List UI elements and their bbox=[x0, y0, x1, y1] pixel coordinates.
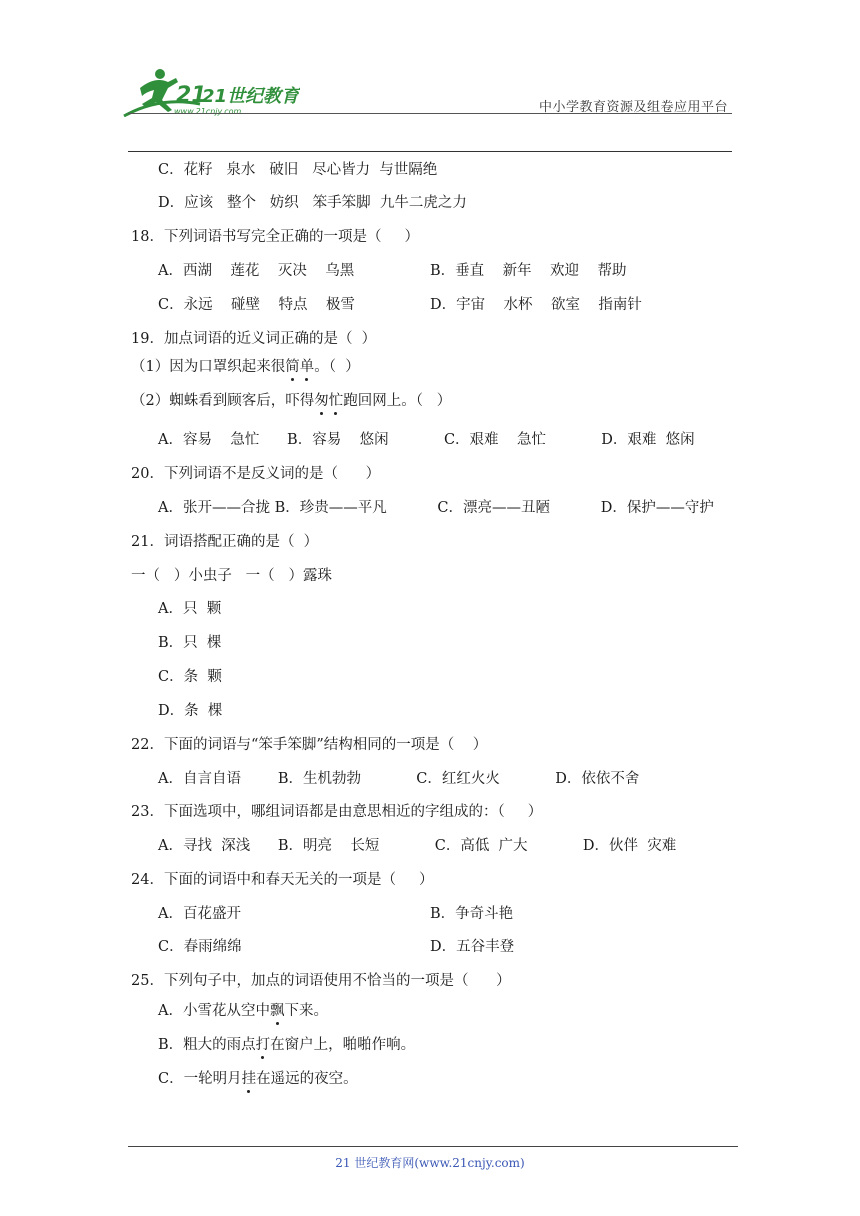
q25-option-b: B．粗大的雨点打在窗户上，啪啪作响。 bbox=[158, 1037, 416, 1053]
q23-options: A．寻找 深浅 B．明亮 长短 C．高低 广大 D．伙伴 灾难 bbox=[158, 838, 677, 854]
option-c-line: C．花籽 泉水 破旧 尽心皆力 与世隔绝 bbox=[158, 162, 438, 178]
question-23: 23．下面选项中，哪组词语都是由意思相近的字组成的：（ ） bbox=[131, 804, 543, 820]
question-24: 24．下面的词语中和春天无关的一项是（ ） bbox=[131, 872, 434, 888]
q18-option-a: A．西湖 莲花 灭决 乌黑 bbox=[158, 263, 355, 279]
q21-option-b: B．只 棵 bbox=[158, 635, 222, 651]
question-25: 25．下列句子中，加点的词语使用不恰当的一项是（ ） bbox=[131, 973, 511, 989]
q18-option-d: D．宇宙 水杯 欲室 指南针 bbox=[430, 297, 642, 313]
header-rule bbox=[128, 113, 732, 114]
q18-option-c: C．永远 碰壁 特点 极雪 bbox=[158, 297, 355, 313]
q19-options: A．容易 急忙 B．容易 悠闲 C．艰难 急忙 D．艰难 悠闲 bbox=[158, 432, 695, 448]
svg-text:21: 21 bbox=[176, 83, 207, 108]
svg-text:www.21cnjy.com: www.21cnjy.com bbox=[174, 107, 242, 116]
q25-option-c: C．一轮明月挂在遥远的夜空。 bbox=[158, 1071, 358, 1087]
q18-option-b: B．垂直 新年 欢迎 帮助 bbox=[430, 263, 627, 279]
q24-option-a: A．百花盛开 bbox=[158, 906, 241, 922]
option-d-line: D．应该 整个 妨织 笨手笨脚 九牛二虎之力 bbox=[158, 195, 467, 211]
top-divider bbox=[128, 151, 732, 152]
q21-stem: 一（ ）小虫子 一（ ）露珠 bbox=[131, 568, 332, 584]
q21-option-a: A．只 颗 bbox=[158, 601, 222, 617]
q24-option-c: C．春雨绵绵 bbox=[158, 939, 242, 955]
q20-options: A．张开——合拢 B．珍贵——平凡 C．漂亮——丑陋 D．保护——守护 bbox=[158, 500, 714, 516]
q19-sentence-2: （2）蜘蛛看到顾客后，吓得匆忙跑回网上。（ ） bbox=[131, 393, 452, 409]
footer-rule bbox=[128, 1146, 738, 1147]
svg-text:21世纪教育: 21世纪教育 bbox=[202, 86, 300, 107]
question-18: 18．下列词语书写完全正确的一项是（ ） bbox=[131, 229, 419, 245]
platform-tagline: 中小学教育资源及组卷应用平台 bbox=[538, 100, 728, 115]
q21-option-d: D．条 棵 bbox=[158, 703, 223, 719]
q24-option-b: B．争奇斗艳 bbox=[430, 906, 514, 922]
q21-option-c: C．条 颗 bbox=[158, 669, 222, 685]
question-20: 20．下列词语不是反义词的是（ ） bbox=[131, 466, 381, 482]
question-21: 21．词语搭配正确的是（ ） bbox=[131, 534, 319, 550]
q22-options: A．自言自语 B．生机勃勃 C．红红火火 D．依依不舍 bbox=[158, 771, 640, 787]
q19-sentence-1: （1）因为口罩织起来很简单。（ ） bbox=[131, 359, 360, 375]
footer-link[interactable]: 21 世纪教育网(www.21cnjy.com) bbox=[335, 1156, 525, 1170]
question-19: 19．加点词语的近义词正确的是（ ） bbox=[131, 331, 377, 347]
q24-option-d: D．五谷丰登 bbox=[430, 939, 515, 955]
question-22: 22．下面的词语与“笨手笨脚”结构相同的一项是（ ） bbox=[131, 737, 488, 753]
q25-option-a: A．小雪花从空中飘下来。 bbox=[158, 1003, 328, 1019]
